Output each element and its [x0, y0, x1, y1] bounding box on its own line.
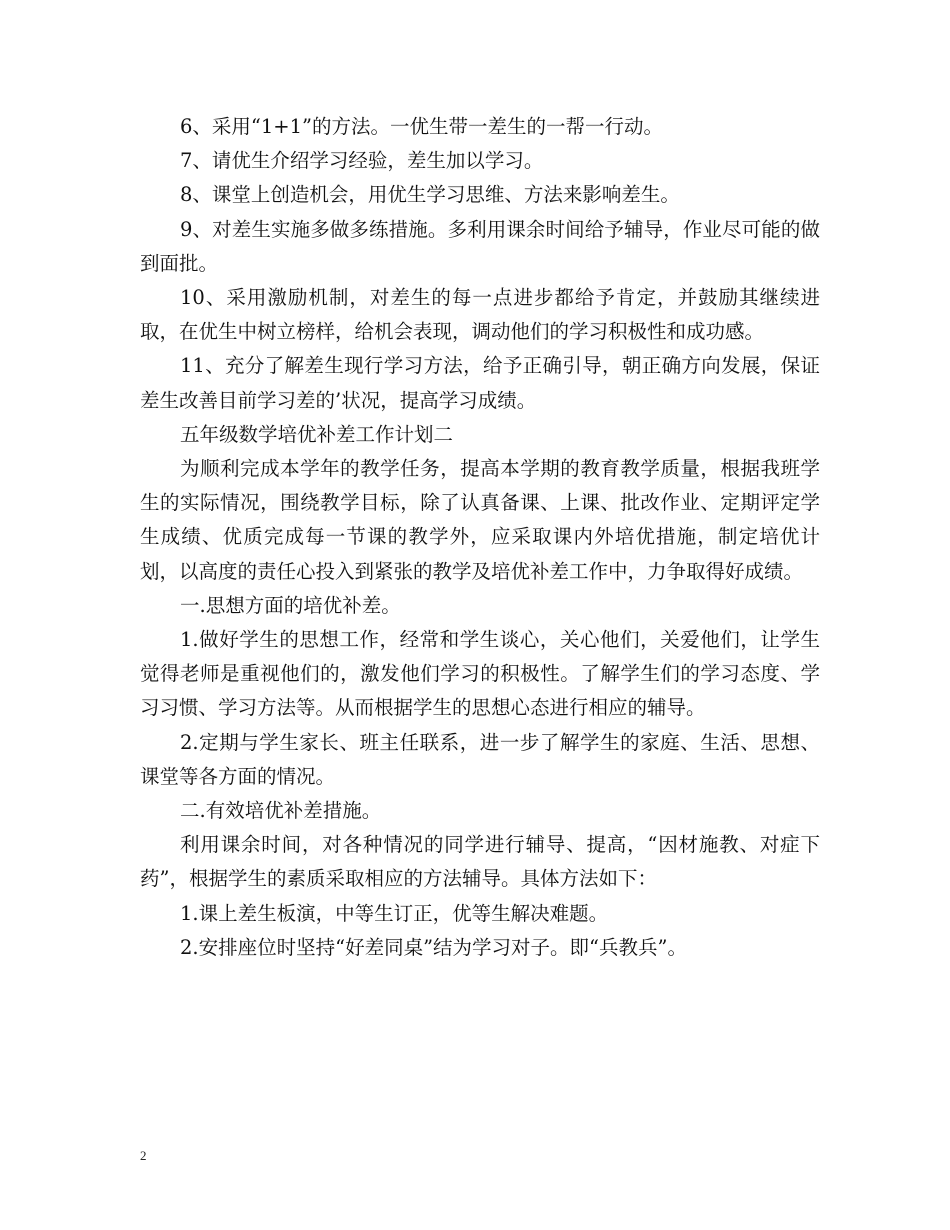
measure-item-2: 2.安排座位时坚持“好差同桌”结为学习对子。即“兵教兵”。	[180, 935, 687, 959]
paragraph-item-7: 7、请优生介绍学习经验，差生加以学习。	[180, 149, 544, 173]
measures-intro: 利用课余时间，对各种情况的同学进行辅导、提高，“因材施教、对症下药”，根据学生的素质采取相应的方法辅导。具体方法如下：	[140, 833, 820, 891]
page-number: 2	[140, 1148, 147, 1163]
section-title: 五年级数学培优补差工作计划二	[180, 422, 454, 446]
paragraph-item-10: 10、采用激励机制，对差生的每一点进步都给予肯定，并鼓励其继续进取，在优生中树立榜样，给机会表现，调动他们的学习积极性和成功感。	[140, 286, 820, 344]
paragraph-item-9: 9、对差生实施多做多练措施。多利用课余时间给予辅导，作业尽可能的做到面批。	[140, 217, 820, 275]
heading-measures: 二.有效培优补差措施。	[180, 799, 382, 823]
measure-item-1: 1.课上差生板演，中等生订正，优等生解决难题。	[180, 901, 609, 925]
intro-paragraph: 为顺利完成本学年的教学任务，提高本学期的教育教学质量，根据我班学生的实际情况，围绕教学目标，除了认真备课、上课、批改作业、定期评定学生成绩、优质完成每一节课的教学外，应采取课内外培优措施，制定培优计划，以高度的责任心投入到紧张的教学及培优补差工作中，力争取得好成绩。	[140, 457, 820, 583]
document-body	[140, 110, 820, 965]
heading-thought: 一.思想方面的培优补差。	[180, 593, 401, 617]
paragraph-item-6: 6、采用“1+1”的方法。一优生带一差生的一帮一行动。	[180, 115, 663, 138]
paragraph-item-8: 8、课堂上创造机会，用优生学习思维、方法来影响差生。	[180, 183, 680, 207]
thought-item-2: 2.定期与学生家长、班主任联系，进一步了解学生的家庭、生活、思想、课堂等各方面的情况。	[140, 730, 820, 788]
paragraph-item-11: 11、充分了解差生现行学习方法，给予正确引导，朝正确方向发展，保证差生改善目前学习差的’状况，提高学习成绩。	[140, 354, 820, 412]
thought-item-1: 1.做好学生的思想工作，经常和学生谈心，关心他们，关爱他们，让学生觉得老师是重视他们的，激发他们学习的积极性。了解学生们的学习态度、学习习惯、学习方法等。从而根据学生的思想心态进行相应的辅导。	[140, 628, 820, 720]
